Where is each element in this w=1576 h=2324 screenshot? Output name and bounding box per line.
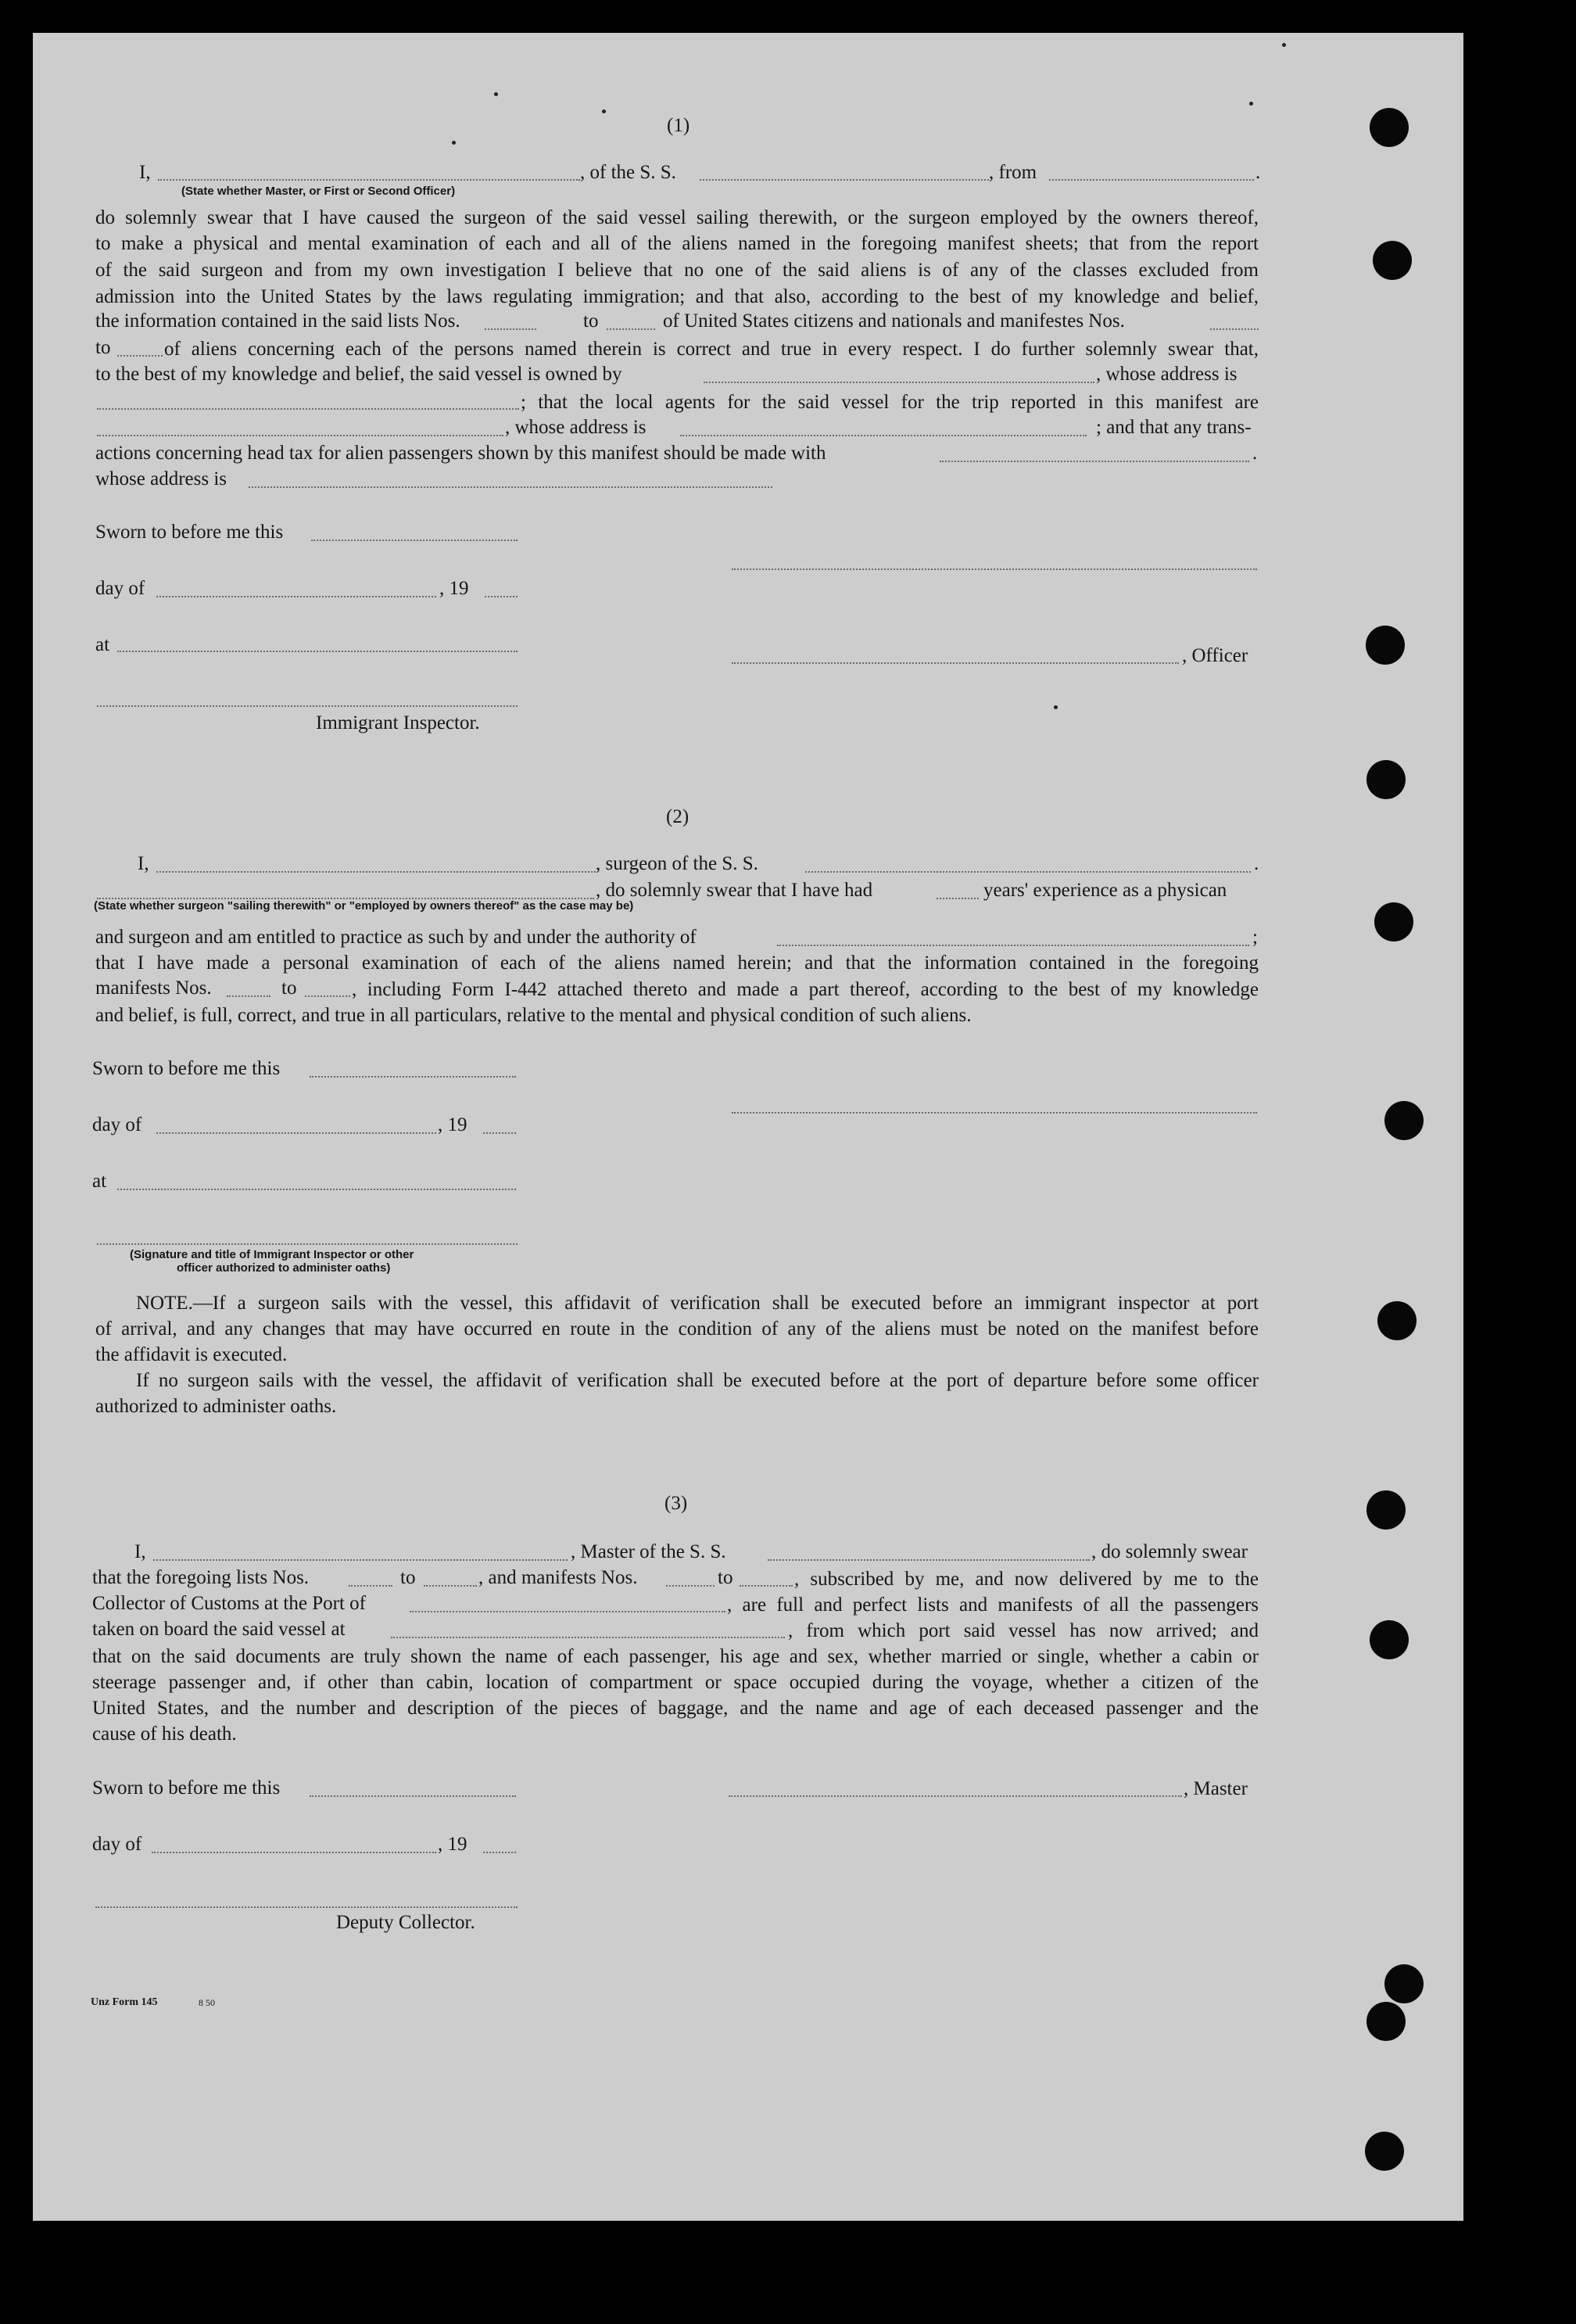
s1-l10a: to [95,337,111,358]
s3-l1a: I, [134,1541,146,1562]
s2-sig-note-1: (Signature and title of Immigrant Inspector or other [130,1248,414,1261]
s1-officer-note: (State whether Master, or First or Second Officer) [181,185,456,198]
s2-l5a: manifests Nos. [95,977,212,999]
s3-year-field[interactable] [483,1852,516,1853]
s3-sworn-label: Sworn to before me this [92,1777,281,1799]
binder-hole [1374,902,1413,941]
s2-l6: and belief, is full, correct, and true in all particulars, relative to the mental and physical condition of such aliens. [95,1005,972,1026]
s1-year-label: , 19 [439,578,469,599]
section-1-heading: (1) [667,115,690,136]
s3-day-of-label: day of [92,1834,142,1855]
s3-l4b: , from which port said vessel has now arrived; and [788,1620,1259,1641]
embarkation-port-field[interactable] [391,1637,785,1638]
s1-inspector-signature-field[interactable] [97,705,518,707]
s3-day-field[interactable] [152,1852,436,1853]
s1-body-line: admission into the United States by the laws regulating immigration; and that also, according to the best of my knowledge and belief, [95,286,1259,307]
s1-l13a: , whose address is [505,417,647,438]
speck [602,109,606,113]
s3-master-name-field[interactable] [153,1559,568,1561]
s3-l3b: , are full and perfect lists and manifests of all the passengers [727,1594,1259,1616]
s3-l2b: to [400,1567,416,1588]
s2-year-label: , 19 [438,1114,467,1135]
s3-body-line: that on the said documents are truly shown the name of each passenger, his age and sex, whether married or single, whether a cabin or [92,1646,1259,1667]
s1-year-field[interactable] [485,596,518,597]
head-tax-contact-field[interactable] [940,461,1249,462]
section-3-heading: (3) [664,1493,688,1514]
s2-surgeon-signature-field[interactable] [732,1112,1257,1114]
section-2-heading: (2) [666,806,690,827]
s1-sworn-date-field[interactable] [311,540,518,541]
manifest-nos-field[interactable] [1210,328,1259,330]
s2-manifest-to-field[interactable] [305,995,350,997]
s3-l2e: , subscribed by me, and now delivered by me to the [794,1569,1259,1590]
binder-hole [1384,1964,1424,2003]
s2-sig-note-2: officer authorized to administer oaths) [177,1261,391,1275]
note-p2-line: authorized to administer oaths. [95,1396,337,1417]
s2-sworn-label: Sworn to before me this [92,1058,281,1079]
agents-address-field[interactable] [680,435,1087,436]
s1-body-line: to make a physical and mental examination of each and all of the aliens named in the foregoing manifest sheets; that from the report [95,233,1259,254]
s1-sworn-label: Sworn to before me this [95,522,284,543]
note-p1-line: the affidavit is executed. [95,1344,288,1365]
s1-l15: whose address is [95,468,227,490]
binder-hole [1377,1301,1417,1340]
s1-officer-signature-field[interactable] [732,662,1179,664]
s2-vessel-field[interactable] [805,871,1251,873]
s2-l2b: years' experience as a physican [983,880,1227,901]
s3-master-label: , Master [1184,1778,1248,1799]
owner-field[interactable] [704,382,1094,383]
s1-inspector-label: Immigrant Inspector. [316,712,480,733]
s1-l9c: of United States citizens and nationals and manifestes Nos. [663,310,1125,332]
s1-day-field[interactable] [156,596,436,597]
s3-sworn-date-field[interactable] [310,1795,516,1797]
s2-l2a: , do solemnly swear that I have had [596,880,873,901]
head-tax-address-field[interactable] [249,486,772,488]
s3-manifests-to-field[interactable] [740,1585,793,1587]
binder-hole [1366,2002,1406,2041]
s2-manifest-from-field[interactable] [227,995,270,997]
s2-l4: that I have made a personal examination of each of the aliens named herein; and that the information contained in the foregoing [95,952,1259,974]
collector-signature-field[interactable] [95,1906,518,1908]
s1-line1-i: I, [139,162,151,183]
s2-l5b: to [281,977,297,999]
local-agents-field[interactable] [97,435,503,436]
s1-l9b: to [583,310,599,332]
s1-l12: ; that the local agents for the said vessel for the trip reported in this manifest are [521,392,1259,413]
note-p2-line: If no surgeon sails with the vessel, the affidavit of verification shall be executed before at the port of departure before some officer [136,1370,1259,1391]
s3-l2a: that the foregoing lists Nos. [92,1567,310,1588]
speck [1282,43,1286,47]
s3-body-line: cause of his death. [92,1723,237,1745]
s2-surgeon-note: (State whether surgeon "sailing therewith" or "employed by owners thereof" as the case may be) [94,899,634,913]
s1-at-label: at [95,634,110,655]
s3-l2d: to [718,1567,733,1588]
speck [1054,705,1058,709]
s2-day-field[interactable] [156,1132,436,1134]
s3-vessel-field[interactable] [768,1559,1090,1561]
s3-year-label: , 19 [438,1834,467,1855]
from-port-field[interactable] [1049,179,1254,181]
s3-lists-from-field[interactable] [349,1585,392,1587]
binder-hole [1366,760,1406,799]
s3-l4a: taken on board the said vessel at [92,1619,346,1640]
collector-port-field[interactable] [410,1611,725,1612]
s1-officer-label: , Officer [1182,645,1248,666]
s1-l9a: the information contained in the said lists Nos. [95,310,460,332]
s3-l1b: , Master of the S. S. [571,1541,726,1562]
binder-hole [1370,1620,1409,1659]
s1-body-line: do solemnly swear that I have caused the surgeon of the said vessel sailing therewith, or the surgeon employed by the owners thereof, [95,207,1259,228]
s2-place-field[interactable] [117,1189,516,1190]
s1-l11a: to the best of my knowledge and belief, the said vessel is owned by [95,364,622,385]
speck [452,141,456,145]
s1-line1-ss: , of the S. S. [580,162,676,183]
s2-l1b: , surgeon of the S. S. [596,853,758,874]
s2-inspector-signature-field[interactable] [97,1243,518,1245]
s2-l3b: ; [1252,927,1258,948]
manifest-nos-to-field[interactable] [117,355,163,357]
collector-label: Deputy Collector. [336,1912,475,1933]
s1-l11b: , whose address is [1096,364,1238,385]
vessel-name-field[interactable] [700,179,989,181]
s3-l1c: , do solemnly swear [1091,1541,1248,1562]
s1-place-field[interactable] [117,651,518,652]
s3-body-line: steerage passenger and, if other than cabin, location of compartment or space occupied during the voyage, whether a citizen of the [92,1672,1259,1693]
binder-hole [1384,1101,1424,1140]
s2-l3a: and surgeon and am entitled to practice as such by and under the authority of [95,927,697,948]
s2-at-label: at [92,1171,107,1192]
owner-address-field[interactable] [97,408,519,410]
list-nos-from-field[interactable] [485,328,536,330]
s1-l14a: actions concerning head tax for alien passengers shown by this manifest should be made with [95,443,826,464]
s1-line1-end: . [1255,162,1261,183]
binder-hole [1366,1490,1406,1530]
s2-l1a: I, [138,853,149,874]
binder-hole [1370,108,1409,147]
years-experience-field[interactable] [937,898,979,899]
speck [1249,102,1253,106]
s2-day-of-label: day of [92,1114,142,1135]
s3-manifests-from-field[interactable] [666,1585,715,1587]
list-nos-to-field[interactable] [607,328,655,330]
form-number: Unz Form 145 [91,1996,158,2008]
s2-year-field[interactable] [483,1132,516,1134]
s2-l5c: , including Form I-442 attached thereto and made a part thereof, according to the best of my knowledge [352,979,1259,1000]
note-p1-line: NOTE.—If a surgeon sails with the vessel, this affidavit of verification shall be executed before an immigrant inspector at port [136,1293,1259,1314]
surgeon-name-field[interactable] [156,871,596,873]
s3-l2c: , and manifests Nos. [478,1567,638,1588]
s1-body-line: of the said surgeon and from my own investigation I believe that no one of the said aliens is of any of the classes excluded from [95,260,1259,281]
s1-officer-signature-upper[interactable] [732,568,1257,570]
s1-line1-from: , from [989,162,1037,183]
authority-field[interactable] [777,945,1249,946]
s1-l10b: of aliens concerning each of the persons named therein is correct and true in every respect. I do further solemnly swear that, [164,339,1259,360]
note-p1-line: of arrival, and any changes that may have occurred en route in the condition of any of the aliens must be noted on the manifest before [95,1318,1259,1340]
speck [494,92,498,96]
binder-hole [1373,241,1412,280]
master-name-field[interactable] [158,179,580,181]
s3-body-line: United States, and the number and description of the pieces of baggage, and the name and age of each deceased passenger and the [92,1698,1259,1719]
s1-l13b: ; and that any trans- [1096,417,1252,438]
s2-sworn-date-field[interactable] [310,1076,516,1078]
form-number-suffix: 8 50 [199,1997,215,2008]
s1-day-of-label: day of [95,578,145,599]
s3-l3a: Collector of Customs at the Port of [92,1593,366,1614]
s2-l1c: . [1254,853,1259,874]
master-signature-field[interactable] [729,1795,1182,1797]
s1-l14b: . [1252,443,1258,464]
s3-lists-to-field[interactable] [424,1585,477,1587]
binder-hole [1365,2132,1404,2171]
binder-hole [1366,626,1405,665]
